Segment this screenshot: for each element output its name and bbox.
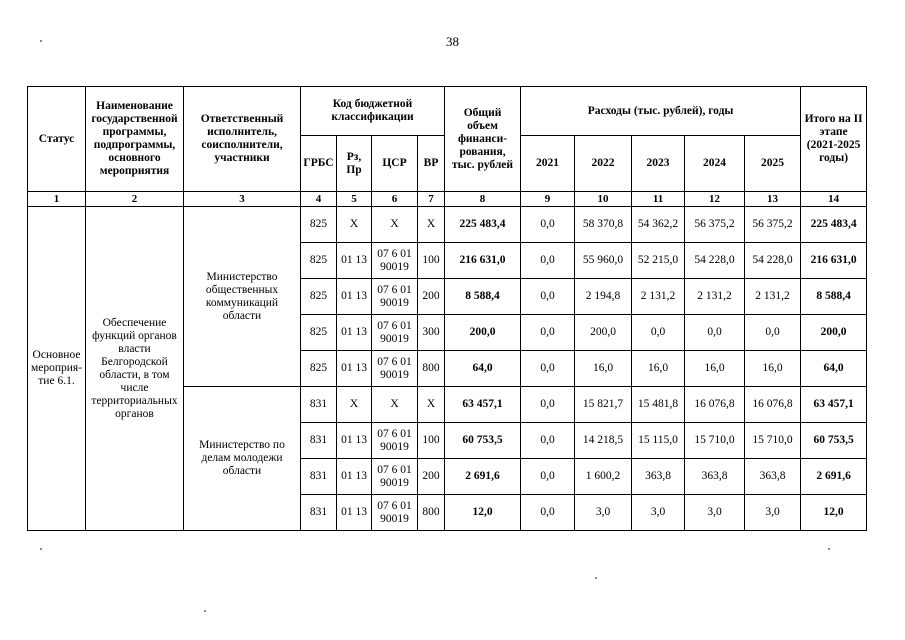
grbs-cell: 825 [301,351,337,387]
grbs-cell: 825 [301,207,337,243]
year-2021-cell: 0,0 [521,315,575,351]
year-2024-cell: 16,0 [685,351,745,387]
total-cell: 63 457,1 [445,387,521,423]
year-2025-cell: 0,0 [745,315,801,351]
budget-table [27,86,867,531]
total-cell: 225 483,4 [445,207,521,243]
header-csr: ЦСР [372,136,418,192]
col-number: 4 [301,192,337,207]
col-number: 1 [28,192,86,207]
total-cell: 64,0 [445,351,521,387]
year-2022-cell: 14 218,5 [575,423,632,459]
year-2024-cell: 3,0 [685,495,745,531]
rzpr-cell: 01 13 [337,279,372,315]
grbs-cell: 825 [301,243,337,279]
year-2023-cell: 15 115,0 [632,423,685,459]
grbs-cell: 825 [301,279,337,315]
year-2025-cell: 16,0 [745,351,801,387]
year-2025-cell: 16 076,8 [745,387,801,423]
year-2024-cell: 15 710,0 [685,423,745,459]
stage-total-cell: 60 753,5 [801,423,867,459]
vr-cell: 300 [418,315,445,351]
year-2025-cell: 54 228,0 [745,243,801,279]
rzpr-cell: 01 13 [337,243,372,279]
vr-cell: 800 [418,351,445,387]
csr-cell: 07 6 01 90019 [372,279,418,315]
col-number: 9 [521,192,575,207]
year-2023-cell: 54 362,2 [632,207,685,243]
stage-total-cell: 216 631,0 [801,243,867,279]
year-2022-cell: 16,0 [575,351,632,387]
vr-cell: 800 [418,495,445,531]
total-cell: 200,0 [445,315,521,351]
total-cell: 216 631,0 [445,243,521,279]
stage-total-cell: 63 457,1 [801,387,867,423]
year-2023-cell: 52 215,0 [632,243,685,279]
total-cell: 8 588,4 [445,279,521,315]
vr-cell: 200 [418,459,445,495]
col-number: 11 [632,192,685,207]
year-2024-cell: 0,0 [685,315,745,351]
year-2025-cell: 15 710,0 [745,423,801,459]
measure-cell: Обеспечение функций органов власти Белгородской области, в том числе территориальных органов [86,207,184,531]
year-2022-cell: 55 960,0 [575,243,632,279]
year-2021-cell: 0,0 [521,495,575,531]
year-2022-cell: 3,0 [575,495,632,531]
header-total-volume: Общий объем финанси-рования, тыс. рублей [445,87,521,192]
scan-speck [40,548,42,550]
executor-cell: Министерство по делам молодежи области [184,387,301,531]
year-2022-cell: 15 821,7 [575,387,632,423]
rzpr-cell: 01 13 [337,423,372,459]
header-vr: ВР [418,136,445,192]
year-2022-cell: 58 370,8 [575,207,632,243]
col-number: 10 [575,192,632,207]
header-year-2022: 2022 [575,136,632,192]
grbs-cell: 831 [301,459,337,495]
stage-total-cell: 2 691,6 [801,459,867,495]
year-2023-cell: 2 131,2 [632,279,685,315]
year-2025-cell: 2 131,2 [745,279,801,315]
executor-cell: Министерство общественных коммуникаций области [184,207,301,387]
year-2025-cell: 363,8 [745,459,801,495]
rzpr-cell: 01 13 [337,495,372,531]
grbs-cell: 825 [301,315,337,351]
rzpr-cell: Х [337,387,372,423]
year-2022-cell: 1 600,2 [575,459,632,495]
col-number: 8 [445,192,521,207]
header-code-group: Код бюджетной классификации [301,87,445,136]
year-2024-cell: 56 375,2 [685,207,745,243]
header-year-2025: 2025 [745,136,801,192]
header-executor: Ответственный исполнитель, соисполнители, участники [184,87,301,192]
scan-speck [204,610,206,612]
col-number: 7 [418,192,445,207]
total-cell: 12,0 [445,495,521,531]
year-2025-cell: 56 375,2 [745,207,801,243]
header-year-2023: 2023 [632,136,685,192]
year-2021-cell: 0,0 [521,207,575,243]
rzpr-cell: Х [337,207,372,243]
year-2023-cell: 16,0 [632,351,685,387]
col-number: 6 [372,192,418,207]
total-cell: 60 753,5 [445,423,521,459]
col-number: 13 [745,192,801,207]
csr-cell: 07 6 01 90019 [372,459,418,495]
csr-cell: 07 6 01 90019 [372,495,418,531]
year-2024-cell: 16 076,8 [685,387,745,423]
csr-cell: 07 6 01 90019 [372,351,418,387]
header-year-2021: 2021 [521,136,575,192]
year-2023-cell: 15 481,8 [632,387,685,423]
year-2021-cell: 0,0 [521,387,575,423]
csr-cell: 07 6 01 90019 [372,315,418,351]
year-2023-cell: 363,8 [632,459,685,495]
status-cell: Основное мероприя-тие 6.1. [28,207,86,531]
header-stage-total: Итого на II этапе (2021-2025 годы) [801,87,867,192]
year-2022-cell: 200,0 [575,315,632,351]
scan-speck [595,577,597,579]
vr-cell: Х [418,207,445,243]
year-2023-cell: 0,0 [632,315,685,351]
header-rzpr: Рз, Пр [337,136,372,192]
stage-total-cell: 225 483,4 [801,207,867,243]
scan-speck [40,40,42,42]
year-2024-cell: 2 131,2 [685,279,745,315]
col-number: 5 [337,192,372,207]
rzpr-cell: 01 13 [337,351,372,387]
year-2024-cell: 54 228,0 [685,243,745,279]
year-2023-cell: 3,0 [632,495,685,531]
year-2021-cell: 0,0 [521,279,575,315]
stage-total-cell: 64,0 [801,351,867,387]
vr-cell: 200 [418,279,445,315]
column-number-row [28,192,867,207]
header-name: Наименование государственной программы, подпрограммы, основного мероприятия [86,87,184,192]
grbs-cell: 831 [301,423,337,459]
year-2022-cell: 2 194,8 [575,279,632,315]
col-number: 12 [685,192,745,207]
stage-total-cell: 200,0 [801,315,867,351]
total-cell: 2 691,6 [445,459,521,495]
year-2024-cell: 363,8 [685,459,745,495]
header-expenses-group: Расходы (тыс. рублей), годы [521,87,801,136]
header-grbs: ГРБС [301,136,337,192]
vr-cell: Х [418,387,445,423]
header-year-2024: 2024 [685,136,745,192]
rzpr-cell: 01 13 [337,315,372,351]
year-2021-cell: 0,0 [521,459,575,495]
grbs-cell: 831 [301,387,337,423]
year-2021-cell: 0,0 [521,423,575,459]
col-number: 2 [86,192,184,207]
page-number: 38 [446,34,459,49]
stage-total-cell: 12,0 [801,495,867,531]
header-status: Статус [28,87,86,192]
csr-cell: Х [372,387,418,423]
vr-cell: 100 [418,423,445,459]
grbs-cell: 831 [301,495,337,531]
year-2025-cell: 3,0 [745,495,801,531]
col-number: 3 [184,192,301,207]
csr-cell: 07 6 01 90019 [372,243,418,279]
csr-cell: 07 6 01 90019 [372,423,418,459]
stage-total-cell: 8 588,4 [801,279,867,315]
year-2021-cell: 0,0 [521,351,575,387]
table-row [28,207,867,243]
scan-speck [828,548,830,550]
vr-cell: 100 [418,243,445,279]
col-number: 14 [801,192,867,207]
csr-cell: Х [372,207,418,243]
year-2021-cell: 0,0 [521,243,575,279]
rzpr-cell: 01 13 [337,459,372,495]
